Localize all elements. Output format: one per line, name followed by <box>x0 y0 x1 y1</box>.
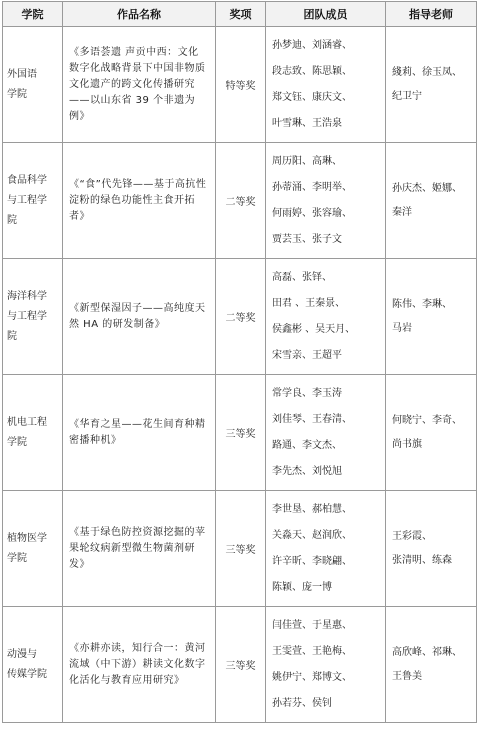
college-line: 学院 <box>7 552 27 564</box>
team-line: 闫佳萱、于星惠、 <box>272 619 352 631</box>
team-line: 田君 、王秦景、 <box>272 297 346 309</box>
advisor-cell <box>386 27 477 143</box>
college-line: 植物医学 <box>7 532 47 544</box>
team-members-cell <box>266 143 386 259</box>
header-award: 奖项 <box>216 2 266 27</box>
advisor-cell <box>386 143 477 259</box>
table-row <box>3 143 477 259</box>
college-line: 动漫与 <box>7 648 37 660</box>
team-line: 宋雪亲、王超平 <box>272 349 342 361</box>
team-line: 王雯萱、王艳梅、 <box>272 645 352 657</box>
team-members-cell <box>266 27 386 143</box>
award-cell: 二等奖 <box>216 143 266 259</box>
team-members-cell <box>266 259 386 375</box>
awards-table <box>2 1 477 723</box>
college-cell <box>3 259 63 375</box>
work-title-cell: 《多语荟遗 声贡中西：文化数字化战略背景下中国非物质文化遗产的跨文化传播研究——以山东省 39 个非遗为例》 <box>63 27 216 143</box>
advisor-line: 王鲁美 <box>392 670 422 682</box>
award-cell: 二等奖 <box>216 259 266 375</box>
college-cell <box>3 27 63 143</box>
team-line: 叶雪琳、王浩泉 <box>272 117 342 129</box>
work-title-cell: 《“食”代先锋——基于高抗性淀粉的绿色功能性主食开拓者》 <box>63 143 216 259</box>
table-body <box>3 27 477 723</box>
work-title-cell: 《基于绿色防控资源挖掘的苹果轮纹病新型微生物菌剂研发》 <box>63 491 216 607</box>
team-line: 何雨婷、张容瑜、 <box>272 207 352 219</box>
work-title-cell: 《亦耕亦读，知行合一：黄河流域（中下游）耕读文化数字化活化与教育应用研究》 <box>63 607 216 723</box>
college-line: 传媒学院 <box>7 668 47 680</box>
college-line: 外国语 <box>7 68 37 80</box>
advisor-line: 綫莉、徐玉凤、 <box>392 66 462 78</box>
advisor-cell <box>386 491 477 607</box>
advisor-line: 尚书旗 <box>392 438 422 450</box>
college-line: 院 <box>7 214 17 226</box>
advisor-line: 马岩 <box>392 322 412 334</box>
table-row <box>3 259 477 375</box>
college-line: 院 <box>7 330 17 342</box>
team-line: 许辛昕、李晓翩、 <box>272 555 352 567</box>
team-line: 孙若芬、侯钊 <box>272 697 332 709</box>
advisor-line: 高欣峰、祁琳、 <box>392 646 462 658</box>
award-cell: 三等奖 <box>216 375 266 491</box>
college-cell <box>3 143 63 259</box>
team-line: 李先杰、刘悦旭 <box>272 465 342 477</box>
team-line: 陈颖、庞一博 <box>272 581 332 593</box>
table-row <box>3 491 477 607</box>
college-line: 与工程学 <box>7 310 47 322</box>
team-members-cell <box>266 607 386 723</box>
award-cell: 三等奖 <box>216 491 266 607</box>
team-line: 姚伊宁、郑博文、 <box>272 671 352 683</box>
team-line: 关淼天、赵润欣、 <box>272 529 352 541</box>
team-members-cell <box>266 375 386 491</box>
team-line: 高磊、张铎、 <box>272 271 332 283</box>
work-title-cell: 《新型保湿因子——高纯度天然 HA 的研发制备》 <box>63 259 216 375</box>
team-line: 李世垦、郝柏慧、 <box>272 503 352 515</box>
college-line: 与工程学 <box>7 194 47 206</box>
header-work: 作品名称 <box>63 2 216 27</box>
team-line: 贾芸玉、张子文 <box>272 233 342 245</box>
advisor-cell <box>386 375 477 491</box>
college-cell <box>3 375 63 491</box>
team-line: 孙梦迪、刘涵睿、 <box>272 39 352 51</box>
team-line: 段志致、陈思颖、 <box>272 65 352 77</box>
award-cell: 三等奖 <box>216 607 266 723</box>
header-college: 学院 <box>3 2 63 27</box>
advisor-cell <box>386 259 477 375</box>
team-line: 周历阳、高琳、 <box>272 155 342 167</box>
team-line: 郑文钰、康庆文、 <box>272 91 352 103</box>
header-advisor: 指导老师 <box>386 2 477 27</box>
team-line: 刘佳琴、王春清、 <box>272 413 352 425</box>
advisor-line: 秦洋 <box>392 206 412 218</box>
advisor-line: 孙庆杰、姬娜、 <box>392 182 462 194</box>
header-team: 团队成员 <box>266 2 386 27</box>
advisor-cell <box>386 607 477 723</box>
header-row <box>3 2 477 27</box>
team-members-cell <box>266 491 386 607</box>
advisor-line: 陈伟、李琳、 <box>392 298 452 310</box>
advisor-line: 王彩霞、 <box>392 530 432 542</box>
college-cell <box>3 491 63 607</box>
awards-table-container <box>2 1 477 723</box>
team-line: 常学良、李玉涛 <box>272 387 342 399</box>
college-line: 机电工程 <box>7 416 47 428</box>
table-row <box>3 607 477 723</box>
award-cell: 特等奖 <box>216 27 266 143</box>
college-line: 海洋科学 <box>7 290 47 302</box>
college-cell <box>3 607 63 723</box>
advisor-line: 何晓宁、李奇、 <box>392 414 462 426</box>
table-row <box>3 375 477 491</box>
team-line: 侯鑫彬 、吴天月、 <box>272 323 356 335</box>
table-row <box>3 27 477 143</box>
college-line: 学院 <box>7 88 27 100</box>
work-title-cell: 《华育之星——花生间育种精密播种机》 <box>63 375 216 491</box>
advisor-line: 纪卫宁 <box>392 90 422 102</box>
advisor-line: 张清明、练森 <box>392 554 452 566</box>
college-line: 学院 <box>7 436 27 448</box>
team-line: 孙蒂涌、李明举、 <box>272 181 352 193</box>
team-line: 路通、李文杰、 <box>272 439 342 451</box>
college-line: 食品科学 <box>7 174 47 186</box>
